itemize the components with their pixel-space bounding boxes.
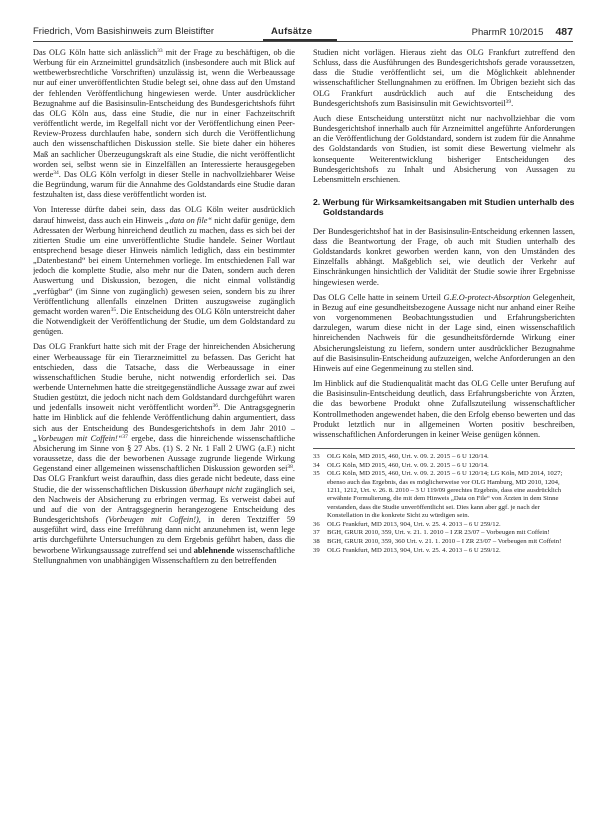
- footnote-34: 34 OLG Köln, MD 2015, 460, Urt. v. 09. 2. 2015 – 6 U 120/14.: [313, 461, 489, 469]
- footnote-ref-34[interactable]: 34: [53, 170, 59, 177]
- quote-vorbeugen-mit-coffein: „Vorbeugen mit Coffein!“: [33, 433, 123, 443]
- footnote-ref-38[interactable]: 38: [287, 464, 293, 471]
- running-header-section: Aufsätze: [271, 26, 313, 37]
- left-column: [33, 48, 295, 818]
- running-header-journal: [472, 26, 573, 38]
- header-rule: [33, 41, 573, 42]
- paragraph-olg-koeln: Das OLG Köln hatte sich anlässlich$^{33}$ mit der Frage zu beschäftigen, ob die Werbung für ein Arzneimittel grundsätzlich (insbesondere auch mit Blick auf wettbewerbsrechtliche Vorschriften) unzulässig ist, wenn die Werbeaussage nur auf einer unveröffentlichten Studie belegt sei, ohne dass auf den Umstand der fehlenden Veröffentlichung hingewiesen werde. Unter ausdrücklicher Bezugnahme auf die Basisinsulin-Entscheidung des Bundesgerichtshofs führt das OLG Köln aus, dass eine Studie, die nur in einer Fachzeitschrift veröffentlicht werde, im Regelfall nicht vor der Veröffentlichung einen Peer-Review-Prozess durchlaufen habe, sondern sich durch die Veröffentlichung auch den wissenschaftlichen Diskussion stelle. Sie biete daher ein höheres Maß an sachlicher Überzeugungskraft als eine Studie, die nicht veröffentlicht worden sei, selbst wenn sie in Einzelfällen an Interessierte herausgegeben werde$^{34}$. Das OLG Köln verfolgt in dieser Stelle in nachvollziehbarer Weise die Begründung, warum für die Annahme des Goldstandards eine Studie daran festzuhalten ist, dass diese veröffentlicht worden ist.: [33, 48, 295, 200]
- paragraph-bgh: Der Bundesgerichtshof hat in der Basisinsulin-Entscheidung erkennen lassen, dass die Beantwortung der Frage, ob auch mit Studien unterhalb des Goldstandards konkret geworben werden kann, von den Umständen des Einzelfalls abhängt. Maßgeblich sei, wie deutlich der Verkehr auf Einschränkungen hinsichtlich der Validität der Studie sowie ihrer Ergebnisse hingewiesen werde.: [313, 226, 575, 287]
- section-number: 2.: [313, 197, 321, 208]
- footnote-39: 39 OLG Frankfurt, MD 2013, 904, Urt. v. 25. 4. 2013 – 6 U 259/12.: [313, 546, 501, 554]
- footnotes: [313, 448, 575, 555]
- quote-data-on-file: „data on file“: [164, 215, 213, 225]
- paragraph-continued: Studien nicht vorlägen. Hieraus zieht das OLG Frankfurt zutreffend den Schluss, dass die Ausführungen des Bundesgerichtshofs gerade voraussetzen, dass die Studie veröffentlicht sei, um die Möglichkeit ablehnender wissenschaftlicher Stellungnahmen zu eröffnen. Im Übrigen bezieht sich das OLG Frankfurt ausdrücklich auch auf die Entscheidung des Bundesgerichtshofs zum Basisinsulin mit Gewichtsvorteil$^{39}$.: [313, 48, 575, 108]
- section-heading: [313, 197, 575, 218]
- footnote-38: 38 BGH, GRUR 2010, 359, 360 Urt. v. 21. 1. 2010 – I ZR 23/07 – Vorbeugen mit Coffein!: [313, 537, 562, 545]
- footnote-ref-33[interactable]: 33: [157, 48, 163, 55]
- running-header: [33, 22, 573, 42]
- paragraph-olg-celle: Das OLG Celle hatte in seinem Urteil G.E.O-protect-Absorption Gelegenheit, in Bezug auf eine gesundheitsbezogene Aussage nicht nur anhand einer Reihe von vorgenommenen Beobachtungsstudien und Erfahrungsberichten darzulegen, warum diese nicht in der Lage sind, einen wissenschaftlich hinreichenden Nachweis für die gesundheitsfördernde Wirkung einer Absicherungsleistung zu liefern, sondern unter ausdrücklicher Bezugnahme auf die Basisinsulin-Entscheidung aufzuzeigen, welche Anforderungen an den Hinweis auf eine Gegenmeinung zu stellen sind.: [313, 292, 575, 373]
- section-title: Werbung für Wirksamkeitsangaben mit Studien unterhalb des Goldstandards: [322, 197, 575, 218]
- running-header-author-title: Friedrich, Vom Basishinweis zum Bleistifter: [33, 26, 215, 37]
- emphasis-ueberhaupt-nicht: überhaupt nicht: [189, 484, 243, 494]
- footnote-33: 33 OLG Köln, MD 2015, 460, Urt. v. 09. 2. 2015 – 6 U 120/14.: [313, 452, 489, 460]
- footnote-ref-39[interactable]: 39: [505, 98, 512, 105]
- footnote-37: 37 BGH, GRUR 2010, 359, Urt. v. 21. 1. 2010 – I ZR 23/07 – Vorbeugen mit Coffein!: [313, 529, 550, 537]
- footnote-35: 35 OLG Köln, MD 2015, 460, Urt. v. 09. 2. 2015 – 6 U 120/14; LG Köln, MD 2014, 1027; ebenso auch das Ergebnis, das es möglicherweise vor OLG Hamburg, MD 2010, 1204, 1211, 1212, Urt. v. 26. 8. 2010 – 3 U 119/09 gerechtes Ergebnis, dass eine ausdrücklich erwähnte Formulierung, die mit dem Hinweis „Data on File“ von Ärzten in dem Sinne verstanden, dass die Studie unveröffentlicht sei. Dies kann aber ggf. je nach der Konstellation in die konkrete Sicht zu würdigen sein.: [313, 470, 563, 519]
- case-name-geo-protect: G.E.O-protect-Absorption: [443, 292, 531, 302]
- emphasis-ablehnende: ablehnende: [193, 545, 235, 555]
- footnote-36: 36 OLG Frankfurt, MD 2013, 904, Urt. v. 25. 4. 2013 – 6 U 259/12.: [313, 520, 501, 528]
- journal-issue: PharmR 10/2015: [471, 27, 544, 38]
- footnote-ref-37[interactable]: 37: [122, 433, 128, 440]
- right-column: [313, 48, 575, 818]
- page-number: 487: [555, 26, 573, 38]
- paragraph-studienqualitaet: Im Hinblick auf die Studienqualität macht das OLG Celle unter Berufung auf die Basisinsulin-Entscheidung deutlich, dass Erfahrungsberichte von Ärzten, die das beworbene Produkt ohne Zufallszuteilung wissenschaftlicher Kontrollmethoden angewendet haben, die den Erfolg ebenso bewerten und das Produkt letztlich nur in allgemeinen Worten positiv beschreiben, wissenschaftlichen Anforderungen in keiner Weise genügen können.: [313, 379, 575, 439]
- paragraph-olg-frankfurt: Das OLG Frankfurt hatte sich mit der Frage der hinreichenden Absicherung einer Werbeaussage für ein Tierarzneimittel zu befassen. Das Gericht hat entschieden, dass die Tatsache, dass die Werbeaussage in einer wissenschaftlichen Studie beruhe, nicht notwendig erforderlich sei. Das werbende Unternehmen hatte die streitgegenständliche Aussage zwar auf zwei Studien gestützt, die jedoch nicht nach dem Goldstandard durchgeführt waren und jedenfalls insoweit nicht veröffentlicht worden$^{36}$. Die Antragsgegnerin hatte im Hinblick auf die fehlende Veröffentlichung dahin argumentiert, dass sich aus der Entscheidung des Bundesgerichtshofs in dem Jahr 2010 – „Vorbeugen mit Coffein!“$^{37}$ ergebe, dass die hinreichende wissenschaftliche Absicherung im Sinne von § 27 Abs. (1) S. 2 Nr. 1 Fall 2 UWG (a.F.) nicht voraussetze, dass die der beworbenen Aussage zugrunde liegende Wirkung Gegenstand einer allgemeinen wissenschaftlichen Diskussion geworden sei$^{38}$. Das OLG Frankfurt weist daraufhin, dass dies gerade nicht bedeute, dass eine Studie, die der wissenschaftlichen Diskussion überhaupt nicht zugänglich sei, den Nachweis der Absicherung zu erbringen vermag. Es verweist dabei auf und auf die von der Antragsgegnerin herangezogene Entscheidung des Bundesgerichtshofs (Vorbeugen mit Coffein!), in deren Textziffer 59 ausgeführt wird, dass eine Irreführung dann nicht anzunehmen ist, wenn lege artis durchgeführte Untersuchungen zu dem Ergebnis geführt haben, dass die beworbene Wirkungsaussage zutreffend sei und ablehnende wissenschaftliche Stellungnahmen von unabhängigen Wissenschaftlern zu den betreffenden: [33, 342, 295, 565]
- case-name-coffein: (Vorbeugen mit Coffein!): [105, 515, 199, 525]
- paragraph-data-on-file: Von Interesse dürfte dabei sein, dass das OLG Köln weiter ausdrücklich darauf hinweist, dass auch ein Hinweis „data on file“ nicht dafür genüge, dem Adressaten der Werbung hinreichend deutlich zu machen, dass es sich bei der zitierten Studie um eine unveröffentlichte Studie handele. Seiner Wortlaut entsprechend besage dieser Hinweis nämlich lediglich, dass ein bestimmter „Datenbestand“ bei einem Unternehmen vorliege. Im entschiedenen Fall war jedoch die komplette Studie, also mehr nur die Daten, sondern auch deren Auswertung und Diskussion, bezogen, die nicht einmal vollständig „verfügbar“ (im Sinne von zugänglich) gewesen seien, sondern bis zu ihrer Veröffentlichung allenfalls einzelnen Dritten auszugsweise zugänglich gemacht worden waren$^{35}$. Die Entscheidung des OLG Köln unterstreicht daher die Notwendigkeit der Veröffentlichung der Studie, um dem Goldstandard zu genügen.: [33, 205, 295, 337]
- footnote-ref-35[interactable]: 35: [110, 307, 117, 314]
- paragraph-assessment: Auch diese Entscheidung unterstützt nicht nur nachvollziehbar die vom Bundesgerichtshof innerhalb auch für Arzneimittel angeführte Anforderungen an die Veröffentlichung der Goldstandard, sondern ist zudem für die Annahme des Goldstandards von Studien, ist somit diese Bewertung vielmehr als konsequente Weiterentwicklung bisheriger Entscheidungen des Bundesgerichtshofs zu Inhalt und Absicherung von Aussagen zu Lebensmitteln erschienen.: [313, 113, 575, 184]
- footnote-ref-36[interactable]: 36: [212, 403, 219, 410]
